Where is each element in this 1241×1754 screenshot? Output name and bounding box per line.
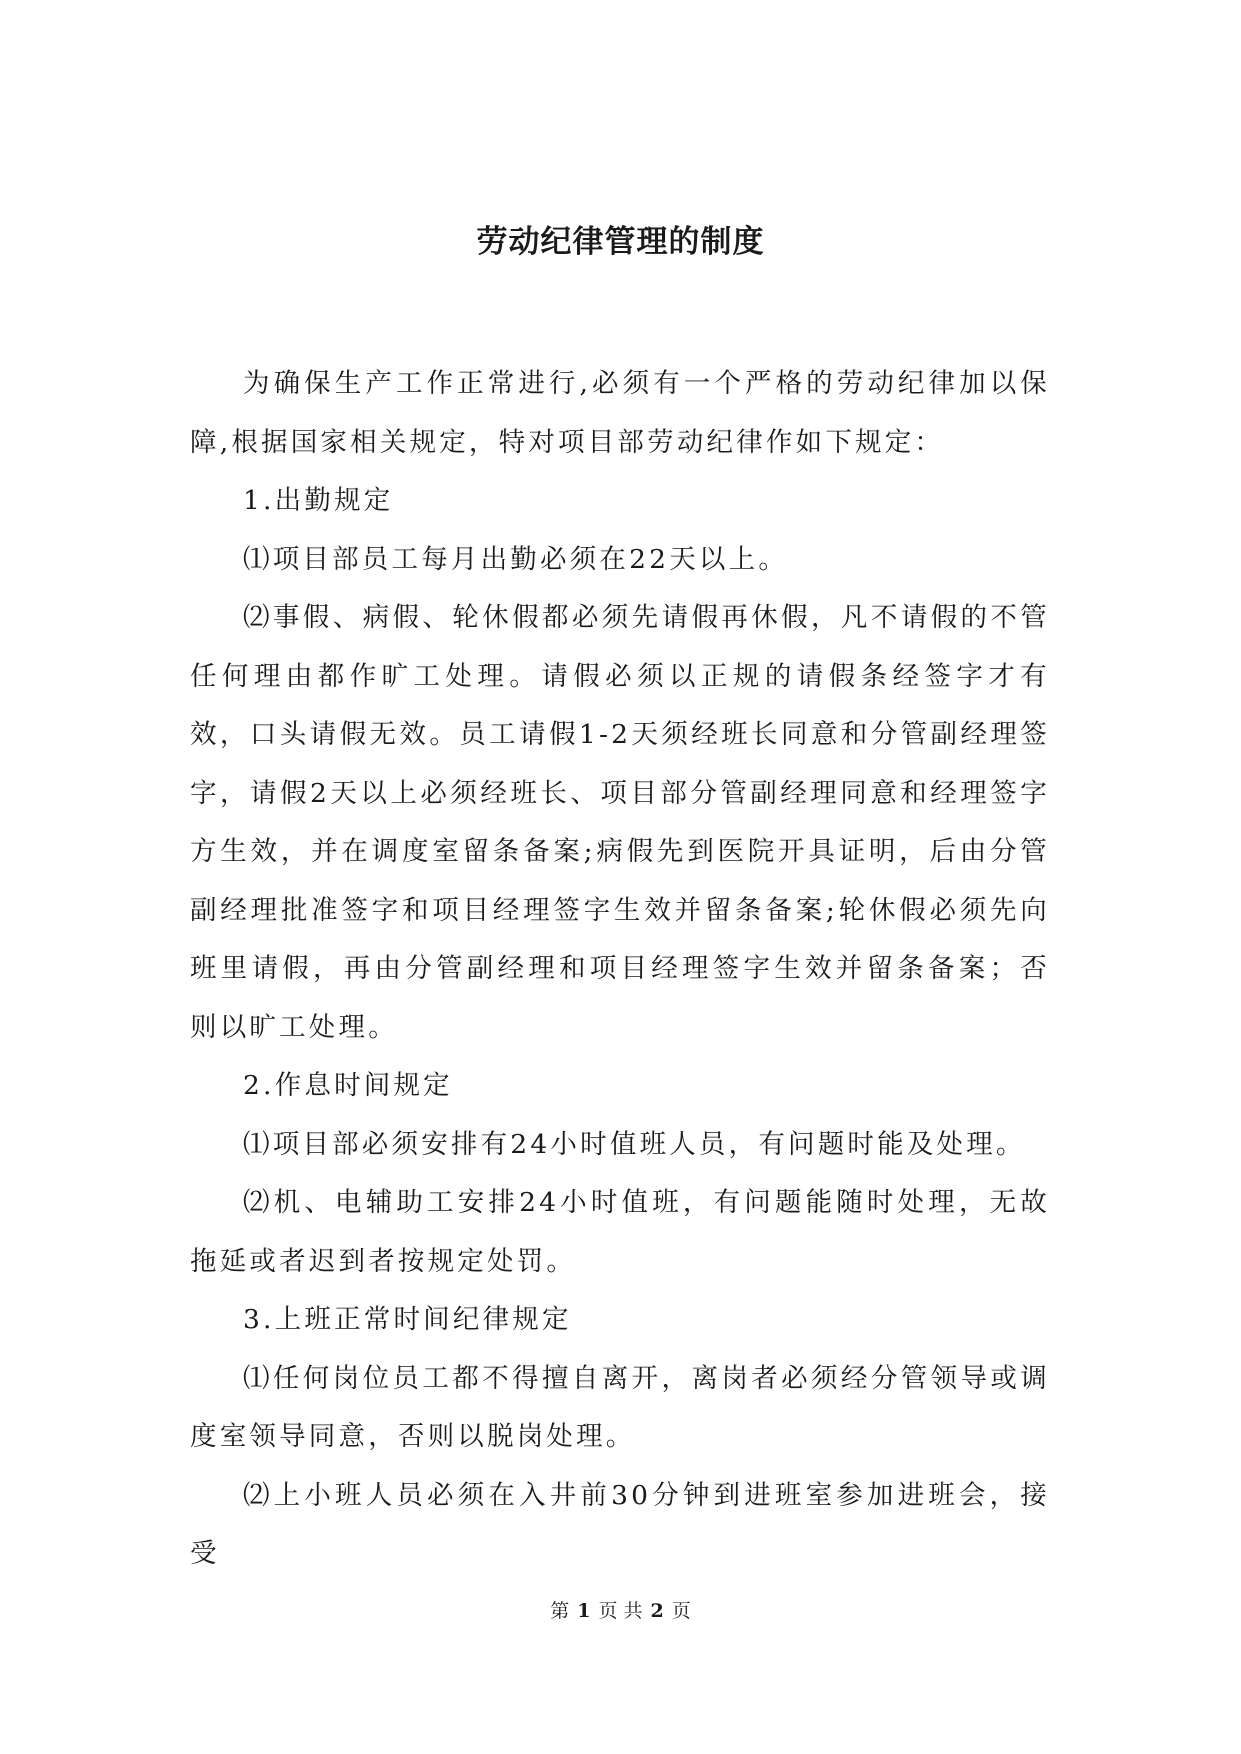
footer-prefix: 第	[550, 1600, 570, 1622]
footer-middle: 页 共	[598, 1600, 643, 1622]
document-body	[190, 355, 1050, 1584]
footer-current-page: 1	[577, 1600, 591, 1622]
paragraph-working-hours-2: ⑵上小班人员必须在入井前30分钟到进班室参加进班会，接受	[190, 1479, 1050, 1569]
paragraph-working-hours-1: ⑴任何岗位员工都不得擅自离开，离岗者必须经分管领导或调度室领导同意，否则以脱岗处理。	[190, 1362, 1050, 1452]
section-heading-working-hours: 3.上班正常时间纪律规定	[243, 1304, 572, 1335]
footer-total-pages: 2	[650, 1600, 664, 1622]
paragraph-schedule-1: ⑴项目部必须安排有24小时值班人员，有问题时能及处理。	[243, 1128, 1026, 1160]
document-title: 劳动纪律管理的制度	[476, 224, 765, 260]
paragraph-schedule-2: ⑵机、电辅助工安排24小时值班，有问题能随时处理，无故拖延或者迟到者按规定处罚。	[190, 1187, 1050, 1277]
footer-suffix: 页	[671, 1600, 691, 1622]
paragraph-intro: 为确保生产工作正常进行,必须有一个严格的劳动纪律加以保障,根据国家相关规定，特对项目部劳动纪律作如下规定：	[190, 368, 1050, 458]
paragraph-attendance-2: ⑵事假、病假、轮休假都必须先请假再休假，凡不请假的不管任何理由都作旷工处理。请假必须以正规的请假条经签字才有效，口头请假无效。员工请假1-2天须经班长同意和分管副经理签字，请假2天以上必须经班长、项目部分管副经理同意和经理签字方生效，并在调度室留条备案;病假先到医院开具证明，后由分管副经理批准签字和项目经理签字生效并留条备案;轮休假必须先向班里请假，再由分管副经理和项目经理签字生效并留条备案；否则以旷工处理。	[190, 602, 1050, 1043]
page-footer	[0, 1598, 1241, 1624]
section-heading-attendance: 1.出勤规定	[243, 485, 394, 516]
paragraph-attendance-1: ⑴项目部员工每月出勤必须在22天以上。	[243, 543, 789, 575]
section-heading-schedule: 2.作息时间规定	[243, 1070, 453, 1101]
